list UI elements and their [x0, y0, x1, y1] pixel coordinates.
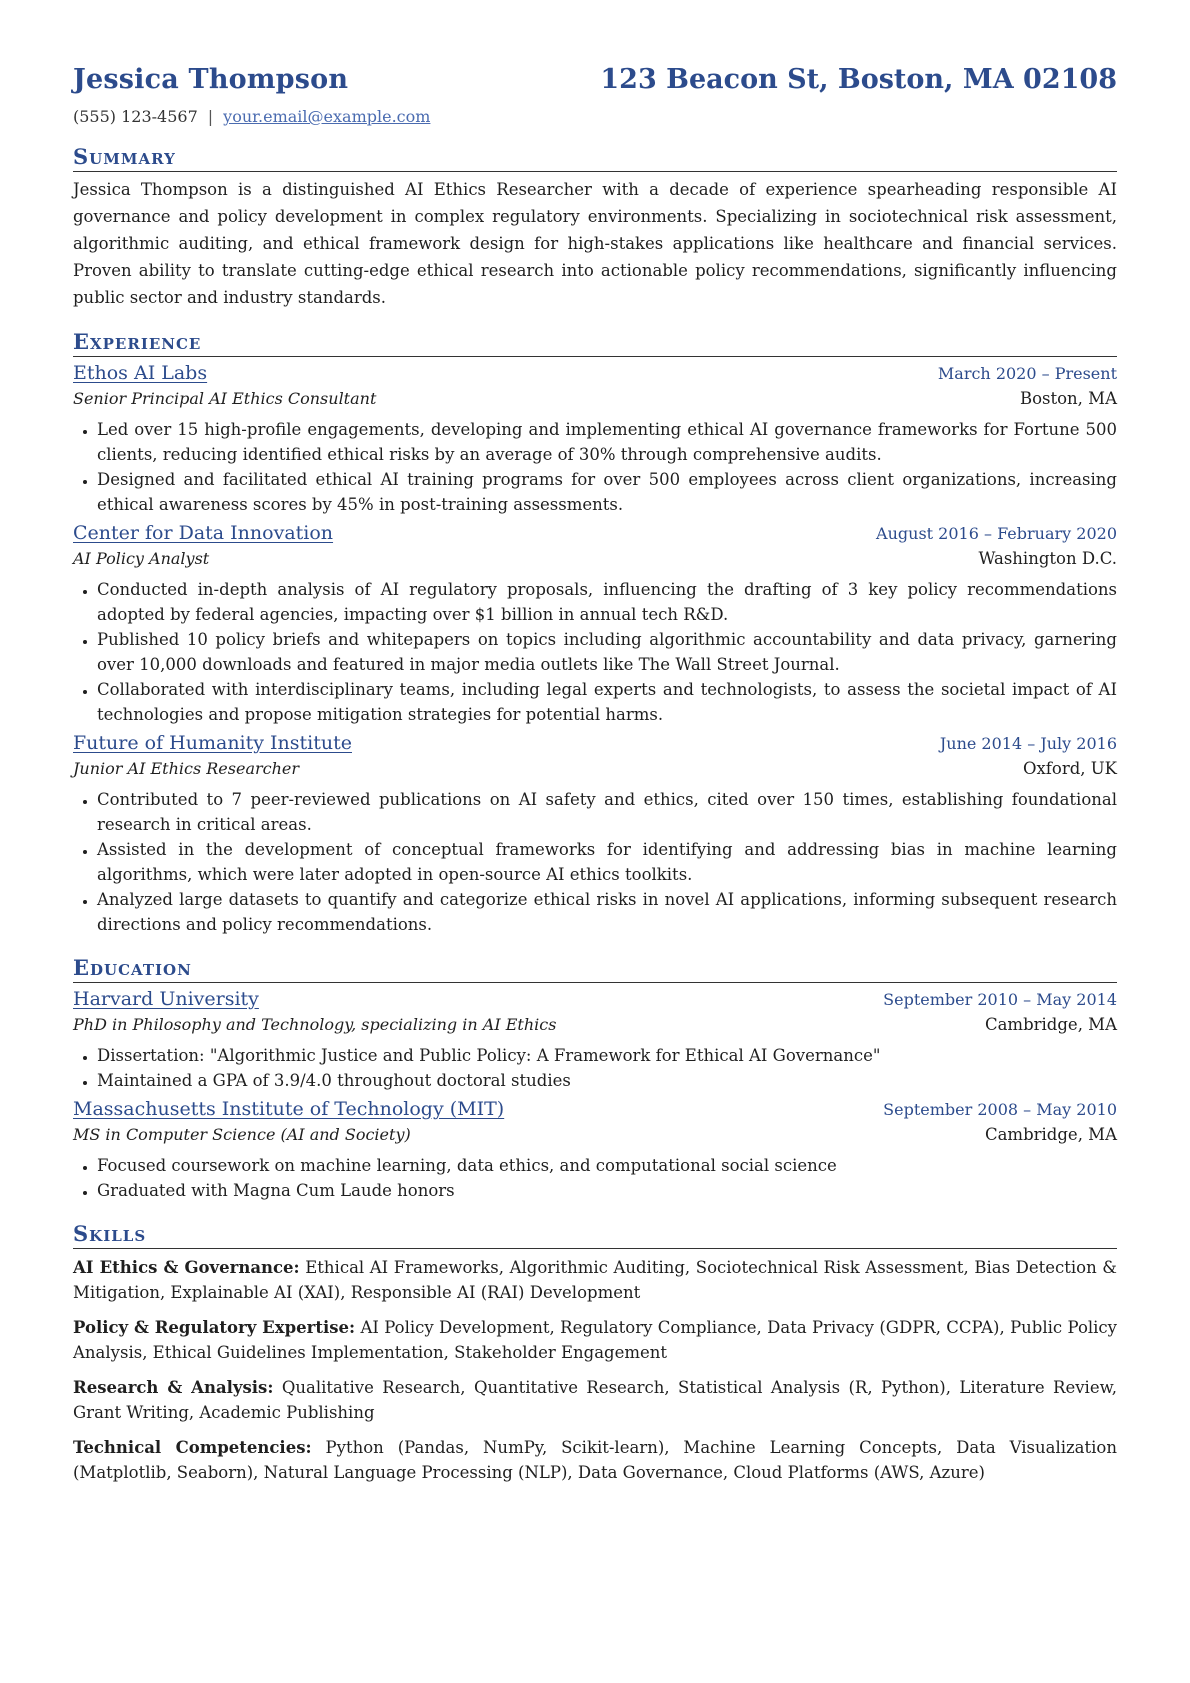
job-title: AI Policy Analyst: [73, 549, 210, 568]
experience-entry: [73, 362, 1117, 517]
study-dates: September 2010 – May 2014: [883, 990, 1117, 1009]
employer-link[interactable]: Future of Humanity Institute: [73, 732, 352, 754]
institution-location: Cambridge, MA: [984, 1015, 1117, 1034]
achievement-item: • Designed and facilitated ethical AI training programs for over 500 employees across client organizations, increasing ethical awareness scores by 45% in post-training assessments.: [97, 467, 1117, 517]
candidate-name: Jessica Thompson: [73, 64, 349, 95]
candidate-address: 123 Beacon St, Boston, MA 02108: [600, 64, 1117, 95]
experience-entry: [73, 522, 1117, 727]
institution-link[interactable]: Harvard University: [73, 988, 259, 1010]
skill-row: [73, 1435, 1117, 1485]
job-location: Boston, MA: [1019, 389, 1117, 408]
phone-number: (555) 123-4567: [73, 107, 198, 126]
achievement-list: [73, 577, 1117, 727]
skill-row: [73, 1315, 1117, 1365]
skill-items: Python (Pandas, NumPy, Scikit-learn), Machine Learning Concepts, Data Visualization (Matplotlib, Seaborn), Natural Language Processing (NLP), Data Governance, Cloud Platforms (AWS, Azure): [73, 1438, 1117, 1482]
education-entry: [73, 1098, 1117, 1203]
achievement-item: • Analyzed large datasets to quantify and categorize ethical risks in novel AI applications, informing subsequent research directions and policy recommendations.: [97, 887, 1117, 937]
contact-line: [73, 107, 1117, 126]
employer-link[interactable]: Ethos AI Labs: [73, 362, 208, 384]
institution-location: Cambridge, MA: [984, 1125, 1117, 1144]
resume-header: [73, 64, 1117, 95]
skill-category: Policy & Regulatory Expertise:: [73, 1318, 356, 1337]
employment-dates: March 2020 – Present: [937, 364, 1117, 383]
skills-list: [73, 1255, 1117, 1485]
summary-text: Jessica Thompson is a distinguished AI Ethics Researcher with a decade of experience spearheading responsible AI governance and policy development in complex regulatory environments. Specializing in sociotechnical risk assessment, algorithmic auditing, and ethical framework design for high-stakes applications like healthcare and financial services. Proven ability to translate cutting-edge ethical research into actionable policy recommendations, significantly influencing public sector and industry standards.: [73, 180, 1117, 307]
employer-link[interactable]: Center for Data Innovation: [73, 522, 334, 544]
education-detail-item: • Focused coursework on machine learning, data ethics, and computational social science: [97, 1153, 1117, 1178]
skill-items: Qualitative Research, Quantitative Research, Statistical Analysis (R, Python), Literature Review, Grant Writing, Academic Publishing: [73, 1378, 1117, 1422]
education-detail-item: • Maintained a GPA of 3.9/4.0 throughout doctoral studies: [97, 1068, 1117, 1093]
study-dates: September 2008 – May 2010: [883, 1100, 1117, 1119]
job-location: Washington D.C.: [978, 549, 1117, 568]
section-title-skills: Skills: [73, 1221, 1117, 1249]
skill-items: Ethical AI Frameworks, Algorithmic Auditing, Sociotechnical Risk Assessment, Bias Detection & Mitigation, Explainable AI (XAI), Responsible AI (RAI) Development: [73, 1258, 1117, 1302]
education-entry: [73, 988, 1117, 1093]
achievement-item: • Conducted in-depth analysis of AI regulatory proposals, influencing the drafting of 3 key policy recommendations adopted by federal agencies, impacting over $1 billion in annual tech R&D.: [97, 577, 1117, 627]
education-detail-item: • Dissertation: "Algorithmic Justice and Public Policy: A Framework for Ethical AI Governance": [97, 1043, 1117, 1068]
job-title: Senior Principal AI Ethics Consultant: [73, 389, 377, 408]
degree-title: PhD in Philosophy and Technology, specializing in AI Ethics: [73, 1015, 557, 1034]
section-title-experience: Experience: [73, 329, 1117, 357]
skill-category: AI Ethics & Governance:: [73, 1258, 300, 1277]
education-detail-list: [73, 1153, 1117, 1203]
achievement-item: • Led over 15 high-profile engagements, developing and implementing ethical AI governance frameworks for Fortune 500 clients, reducing identified ethical risks by an average of 30% through comprehensive audits.: [97, 417, 1117, 467]
skill-items: AI Policy Development, Regulatory Compliance, Data Privacy (GDPR, CCPA), Public Policy Analysis, Ethical Guidelines Implementation, Stakeholder Engagement: [73, 1318, 1117, 1362]
skill-row: [73, 1375, 1117, 1425]
skill-row: [73, 1255, 1117, 1305]
employment-dates: August 2016 – February 2020: [876, 524, 1117, 543]
experience-entry: [73, 732, 1117, 937]
job-title: Junior AI Ethics Researcher: [73, 759, 300, 778]
achievement-item: • Collaborated with interdisciplinary teams, including legal experts and technologists, to assess the societal impact of AI technologies and propose mitigation strategies for potential harms.: [97, 677, 1117, 727]
section-title-education: Education: [73, 955, 1117, 983]
contact-separator: |: [207, 107, 214, 126]
education-detail-item: • Graduated with Magna Cum Laude honors: [97, 1178, 1117, 1203]
skill-category: Technical Competencies:: [73, 1438, 312, 1457]
institution-link[interactable]: Massachusetts Institute of Technology (MIT): [73, 1098, 505, 1120]
email-link[interactable]: your.email@example.com: [223, 107, 431, 126]
degree-title: MS in Computer Science (AI and Society): [73, 1125, 411, 1144]
achievement-item: • Published 10 policy briefs and whitepapers on topics including algorithmic accountability and data privacy, garnering over 10,000 downloads and featured in major media outlets like The Wall Street Journal.: [97, 627, 1117, 677]
section-title-summary: Summary: [73, 144, 1117, 172]
employment-dates: June 2014 – July 2016: [939, 734, 1117, 753]
skill-category: Research & Analysis:: [73, 1378, 274, 1397]
achievement-list: [73, 417, 1117, 517]
education-detail-list: [73, 1043, 1117, 1093]
achievement-item: • Assisted in the development of conceptual frameworks for identifying and addressing bias in machine learning algorithms, which were later adopted in open-source AI ethics toolkits.: [97, 837, 1117, 887]
achievement-list: [73, 787, 1117, 937]
achievement-item: • Contributed to 7 peer-reviewed publications on AI safety and ethics, cited over 150 times, establishing foundational research in critical areas.: [97, 787, 1117, 837]
job-location: Oxford, UK: [1022, 759, 1117, 778]
